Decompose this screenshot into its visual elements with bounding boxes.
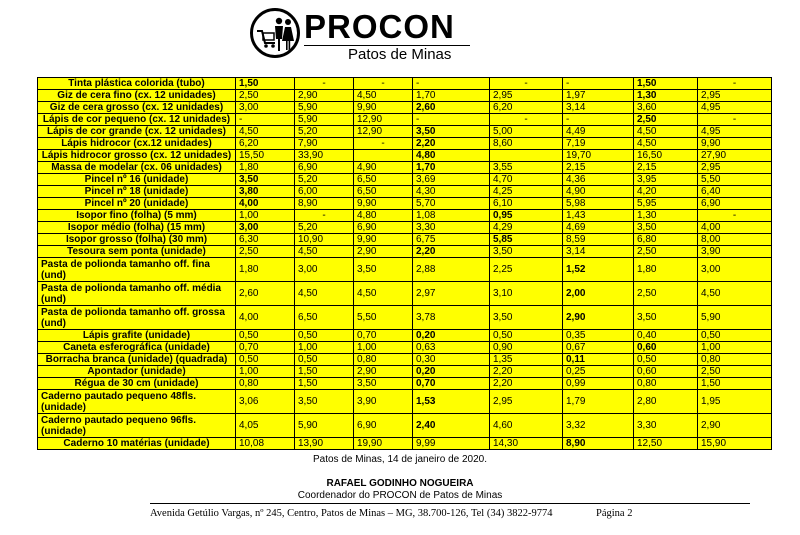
price-cell: - <box>563 78 634 90</box>
price-cell: 5,90 <box>295 114 354 126</box>
price-cell: 3,50 <box>354 378 413 390</box>
price-cell: 8,60 <box>490 138 563 150</box>
item-name-cell: Isopor médio (folha) (15 mm) <box>38 222 236 234</box>
price-cell: 0,70 <box>236 342 295 354</box>
price-cell: 9,99 <box>413 438 490 450</box>
price-cell: - <box>413 114 490 126</box>
price-cell: 2,97 <box>413 282 490 306</box>
table-row <box>38 234 772 246</box>
price-cell: 3,00 <box>236 102 295 114</box>
price-cell: 6,30 <box>236 234 295 246</box>
price-cell: 0,40 <box>634 330 698 342</box>
price-cell: 2,00 <box>563 282 634 306</box>
price-cell: 2,90 <box>563 306 634 330</box>
price-cell: 4,20 <box>634 186 698 198</box>
price-cell: 3,95 <box>634 174 698 186</box>
price-cell: 0,95 <box>490 210 563 222</box>
price-cell: 33,90 <box>295 150 354 162</box>
price-cell: 0,60 <box>634 342 698 354</box>
price-cell: 1,00 <box>236 210 295 222</box>
price-cell: 0,25 <box>563 366 634 378</box>
price-cell: 5,20 <box>295 174 354 186</box>
item-name-cell: Pasta de polionda tamanho off. fina (und) <box>38 258 236 282</box>
price-cell: 6,90 <box>295 162 354 174</box>
price-cell: 0,35 <box>563 330 634 342</box>
price-cell: 2,88 <box>413 258 490 282</box>
table-row <box>38 150 772 162</box>
price-cell: 27,90 <box>698 150 772 162</box>
price-cell: 13,90 <box>295 438 354 450</box>
table-row <box>38 78 772 90</box>
price-cell: 3,32 <box>563 414 634 438</box>
table-row <box>38 330 772 342</box>
item-name-cell: Tinta plástica colorida (tubo) <box>38 78 236 90</box>
price-cell: 2,20 <box>413 138 490 150</box>
table-row <box>38 186 772 198</box>
table-row <box>38 366 772 378</box>
price-cell: 2,90 <box>698 414 772 438</box>
logo-subtitle: Patos de Minas <box>348 46 452 63</box>
logo-title: PROCON <box>304 8 455 45</box>
price-cell: 2,40 <box>413 414 490 438</box>
item-name-cell: Giz de cera fino (cx. 12 unidades) <box>38 90 236 102</box>
price-cell: 4,80 <box>413 150 490 162</box>
price-cell: 0,70 <box>354 330 413 342</box>
price-cell: 12,90 <box>354 126 413 138</box>
price-cell: 3,14 <box>563 246 634 258</box>
price-cell: 0,99 <box>563 378 634 390</box>
item-name-cell: Lápis de cor pequeno (cx. 12 unidades) <box>38 114 236 126</box>
price-cell: 5,95 <box>634 198 698 210</box>
price-cell: 4,95 <box>698 126 772 138</box>
price-cell: 3,06 <box>236 390 295 414</box>
item-name-cell: Pincel nº 16 (unidade) <box>38 174 236 186</box>
price-cell: 5,90 <box>295 414 354 438</box>
price-cell: 8,90 <box>563 438 634 450</box>
price-cell: 3,90 <box>698 246 772 258</box>
price-cell: 0,50 <box>295 330 354 342</box>
price-cell: 6,40 <box>698 186 772 198</box>
price-cell: 1,80 <box>634 258 698 282</box>
price-table-body <box>38 78 772 450</box>
price-cell: 3,50 <box>490 246 563 258</box>
item-name-cell: Apontador (unidade) <box>38 366 236 378</box>
price-cell: - <box>698 210 772 222</box>
price-cell: 6,20 <box>490 102 563 114</box>
price-cell: 3,50 <box>490 306 563 330</box>
price-cell: 2,50 <box>634 246 698 258</box>
price-cell: 1,00 <box>698 342 772 354</box>
signer-role: Coordenador do PROCON de Patos de Minas <box>297 490 503 501</box>
table-row <box>38 126 772 138</box>
table-row <box>38 282 772 306</box>
price-cell: 7,90 <box>295 138 354 150</box>
price-cell: 3,80 <box>236 186 295 198</box>
price-cell: 5,20 <box>295 126 354 138</box>
price-cell: 3,50 <box>236 174 295 186</box>
price-cell: 8,00 <box>698 234 772 246</box>
price-cell: 3,10 <box>490 282 563 306</box>
price-cell: 1,70 <box>413 162 490 174</box>
price-cell: 0,67 <box>563 342 634 354</box>
item-name-cell: Tesoura sem ponta (unidade) <box>38 246 236 258</box>
price-cell: 3,00 <box>698 258 772 282</box>
price-cell: 0,70 <box>413 378 490 390</box>
price-cell: 1,97 <box>563 90 634 102</box>
item-name-cell: Isopor grosso (folha) (30 mm) <box>38 234 236 246</box>
price-cell: 0,80 <box>698 354 772 366</box>
price-cell: 0,80 <box>236 378 295 390</box>
table-row <box>38 174 772 186</box>
price-cell: 1,50 <box>295 366 354 378</box>
price-cell: 3,50 <box>413 126 490 138</box>
page-number: Página 2 <box>596 508 633 519</box>
price-cell: 14,30 <box>490 438 563 450</box>
price-cell: 7,19 <box>563 138 634 150</box>
price-cell: - <box>354 78 413 90</box>
table-row <box>38 246 772 258</box>
price-cell: 5,50 <box>698 174 772 186</box>
item-name-cell: Lápis de cor grande (cx. 12 unidades) <box>38 126 236 138</box>
item-name-cell: Caderno pautado pequeno 96fls. (unidade) <box>38 414 236 438</box>
price-cell: 0,50 <box>295 354 354 366</box>
price-cell: 0,90 <box>490 342 563 354</box>
price-cell: 8,59 <box>563 234 634 246</box>
price-cell: 10,08 <box>236 438 295 450</box>
price-cell: 3,69 <box>413 174 490 186</box>
price-cell: 2,80 <box>634 390 698 414</box>
item-name-cell: Pincel nº 20 (unidade) <box>38 198 236 210</box>
price-cell: 6,20 <box>236 138 295 150</box>
price-cell: 6,90 <box>354 414 413 438</box>
price-cell: 3,60 <box>634 102 698 114</box>
price-cell: 9,90 <box>354 234 413 246</box>
price-cell: 10,90 <box>295 234 354 246</box>
price-cell: 15,50 <box>236 150 295 162</box>
item-name-cell: Lápis hidrocor grosso (cx. 12 unidades) <box>38 150 236 162</box>
price-cell: 3,14 <box>563 102 634 114</box>
document-date: Patos de Minas, 14 de janeiro de 2020. <box>312 454 487 465</box>
price-cell: 4,00 <box>236 306 295 330</box>
table-row <box>38 114 772 126</box>
price-cell: 2,50 <box>634 282 698 306</box>
price-cell: 6,00 <box>295 186 354 198</box>
price-cell: 1,80 <box>236 162 295 174</box>
price-cell: 1,00 <box>295 342 354 354</box>
price-cell: 1,43 <box>563 210 634 222</box>
price-cell: 2,90 <box>354 246 413 258</box>
price-cell: 2,90 <box>295 90 354 102</box>
table-row <box>38 102 772 114</box>
price-cell: 3,78 <box>413 306 490 330</box>
price-cell: 2,95 <box>698 162 772 174</box>
price-cell: 16,50 <box>634 150 698 162</box>
price-cell: 1,50 <box>698 378 772 390</box>
table-row <box>38 138 772 150</box>
price-cell: - <box>490 78 563 90</box>
price-cell: 9,90 <box>354 198 413 210</box>
price-cell: - <box>563 114 634 126</box>
price-cell: 0,11 <box>563 354 634 366</box>
price-cell: 3,30 <box>634 414 698 438</box>
item-name-cell: Caneta esferográfica (unidade) <box>38 342 236 354</box>
price-cell: 12,50 <box>634 438 698 450</box>
price-cell: 1,50 <box>634 78 698 90</box>
price-cell: - <box>295 210 354 222</box>
price-cell: 4,49 <box>563 126 634 138</box>
price-cell: 19,70 <box>563 150 634 162</box>
table-row <box>38 354 772 366</box>
table-row <box>38 198 772 210</box>
price-cell: 1,52 <box>563 258 634 282</box>
price-cell: 2,95 <box>490 90 563 102</box>
price-cell: 1,95 <box>698 390 772 414</box>
item-name-cell: Pincel nº 18 (unidade) <box>38 186 236 198</box>
price-cell: 2,20 <box>490 366 563 378</box>
price-cell: 1,50 <box>295 378 354 390</box>
price-cell: 0,50 <box>490 330 563 342</box>
price-cell: 2,20 <box>490 378 563 390</box>
price-cell: 12,90 <box>354 114 413 126</box>
price-cell: 6,10 <box>490 198 563 210</box>
item-name-cell: Lápis grafite (unidade) <box>38 330 236 342</box>
price-table <box>37 77 772 450</box>
item-name-cell: Lápis hidrocor (cx.12 unidades) <box>38 138 236 150</box>
price-cell: 1,30 <box>634 90 698 102</box>
price-cell: 0,30 <box>413 354 490 366</box>
price-cell: 3,50 <box>634 222 698 234</box>
price-cell: 5,50 <box>354 306 413 330</box>
price-cell: 3,00 <box>236 222 295 234</box>
price-cell: - <box>354 138 413 150</box>
price-cell: - <box>295 78 354 90</box>
price-cell: 2,15 <box>634 162 698 174</box>
price-cell: 4,50 <box>354 282 413 306</box>
price-cell: 1,30 <box>634 210 698 222</box>
item-name-cell: Giz de cera grosso (cx. 12 unidades) <box>38 102 236 114</box>
price-cell: 6,50 <box>354 186 413 198</box>
price-cell: 0,50 <box>634 354 698 366</box>
price-cell: 4,00 <box>698 222 772 234</box>
price-cell <box>354 150 413 162</box>
table-row <box>38 306 772 330</box>
price-cell: 0,50 <box>698 330 772 342</box>
price-cell: 6,50 <box>354 174 413 186</box>
price-cell: 4,50 <box>354 90 413 102</box>
table-row <box>38 162 772 174</box>
price-cell: - <box>698 114 772 126</box>
price-cell: 4,25 <box>490 186 563 198</box>
table-row <box>38 438 772 450</box>
price-cell: 1,00 <box>354 342 413 354</box>
price-cell: 2,60 <box>236 282 295 306</box>
price-cell: 4,36 <box>563 174 634 186</box>
table-row <box>38 210 772 222</box>
price-cell: 4,95 <box>698 102 772 114</box>
price-cell: 0,63 <box>413 342 490 354</box>
price-cell: 3,50 <box>295 390 354 414</box>
price-cell: 4,30 <box>413 186 490 198</box>
price-cell: 1,50 <box>236 78 295 90</box>
price-cell: 6,80 <box>634 234 698 246</box>
price-cell: 4,60 <box>490 414 563 438</box>
price-cell: 2,90 <box>354 366 413 378</box>
price-cell: 4,50 <box>698 282 772 306</box>
price-cell: 1,08 <box>413 210 490 222</box>
price-cell: 1,70 <box>413 90 490 102</box>
price-cell: 5,70 <box>413 198 490 210</box>
table-row <box>38 390 772 414</box>
table-row <box>38 258 772 282</box>
price-cell: 15,90 <box>698 438 772 450</box>
price-cell: 9,90 <box>354 102 413 114</box>
table-row <box>38 90 772 102</box>
price-cell: - <box>490 114 563 126</box>
price-cell: 3,50 <box>634 306 698 330</box>
price-cell: 5,90 <box>295 102 354 114</box>
price-cell: 2,25 <box>490 258 563 282</box>
table-row <box>38 378 772 390</box>
price-cell: 2,95 <box>698 90 772 102</box>
price-cell: 4,00 <box>236 198 295 210</box>
price-cell: 4,70 <box>490 174 563 186</box>
price-cell: 1,00 <box>236 366 295 378</box>
price-cell: - <box>236 114 295 126</box>
price-cell: 4,50 <box>236 126 295 138</box>
price-cell: 4,90 <box>563 186 634 198</box>
price-cell: 3,00 <box>295 258 354 282</box>
price-cell: 4,80 <box>354 210 413 222</box>
item-name-cell: Pasta de polionda tamanho off. média (und) <box>38 282 236 306</box>
price-cell: 5,20 <box>295 222 354 234</box>
price-cell: 4,90 <box>354 162 413 174</box>
footer-divider <box>150 503 750 504</box>
price-cell: 6,90 <box>354 222 413 234</box>
price-cell: 2,50 <box>236 90 295 102</box>
price-cell: 0,20 <box>413 366 490 378</box>
price-cell: 1,35 <box>490 354 563 366</box>
price-cell: 4,29 <box>490 222 563 234</box>
price-cell: 19,90 <box>354 438 413 450</box>
price-cell: 4,69 <box>563 222 634 234</box>
item-name-cell: Caderno pautado pequeno 48fls. (unidade) <box>38 390 236 414</box>
price-cell: 6,75 <box>413 234 490 246</box>
procon-logo <box>250 8 470 64</box>
price-cell: 1,80 <box>236 258 295 282</box>
price-cell: 0,80 <box>354 354 413 366</box>
price-cell: 5,00 <box>490 126 563 138</box>
family-cart-icon <box>250 8 300 58</box>
price-cell: 0,80 <box>634 378 698 390</box>
price-cell: 2,20 <box>413 246 490 258</box>
price-cell: 1,53 <box>413 390 490 414</box>
table-row <box>38 414 772 438</box>
item-name-cell: Massa de modelar (cx. 06 unidades) <box>38 162 236 174</box>
table-row <box>38 222 772 234</box>
price-cell: 3,55 <box>490 162 563 174</box>
signer-name: RAFAEL GODINHO NOGUEIRA <box>326 478 474 489</box>
price-cell: 6,50 <box>295 306 354 330</box>
price-cell: 1,79 <box>563 390 634 414</box>
footer-address: Avenida Getúlio Vargas, nº 245, Centro, Patos de Minas – MG, 38.700-126, Tel (34) 3822-9774 <box>150 508 553 519</box>
price-cell: 3,30 <box>413 222 490 234</box>
price-cell: 9,90 <box>698 138 772 150</box>
price-cell: 0,50 <box>236 330 295 342</box>
price-cell: 4,50 <box>634 126 698 138</box>
price-cell: 2,60 <box>413 102 490 114</box>
price-cell: - <box>698 78 772 90</box>
price-cell: 0,60 <box>634 366 698 378</box>
price-cell: 4,05 <box>236 414 295 438</box>
item-name-cell: Pasta de polionda tamanho off. grossa (und) <box>38 306 236 330</box>
item-name-cell: Caderno 10 matérias (unidade) <box>38 438 236 450</box>
item-name-cell: Borracha branca (unidade) (quadrada) <box>38 354 236 366</box>
price-cell <box>490 150 563 162</box>
price-cell: 2,50 <box>634 114 698 126</box>
price-cell: 8,90 <box>295 198 354 210</box>
price-cell: - <box>413 78 490 90</box>
price-cell: 3,90 <box>354 390 413 414</box>
price-cell: 2,15 <box>563 162 634 174</box>
price-cell: 5,90 <box>698 306 772 330</box>
price-cell: 6,90 <box>698 198 772 210</box>
table-row <box>38 342 772 354</box>
price-cell: 4,50 <box>295 246 354 258</box>
price-cell: 2,50 <box>698 366 772 378</box>
item-name-cell: Régua de 30 cm (unidade) <box>38 378 236 390</box>
price-cell: 0,20 <box>413 330 490 342</box>
price-cell: 5,85 <box>490 234 563 246</box>
price-cell: 0,50 <box>236 354 295 366</box>
item-name-cell: Isopor fino (folha) (5 mm) <box>38 210 236 222</box>
price-cell: 3,50 <box>354 258 413 282</box>
price-cell: 2,95 <box>490 390 563 414</box>
price-cell: 5,98 <box>563 198 634 210</box>
price-cell: 4,50 <box>295 282 354 306</box>
price-cell: 2,50 <box>236 246 295 258</box>
price-cell: 4,50 <box>634 138 698 150</box>
